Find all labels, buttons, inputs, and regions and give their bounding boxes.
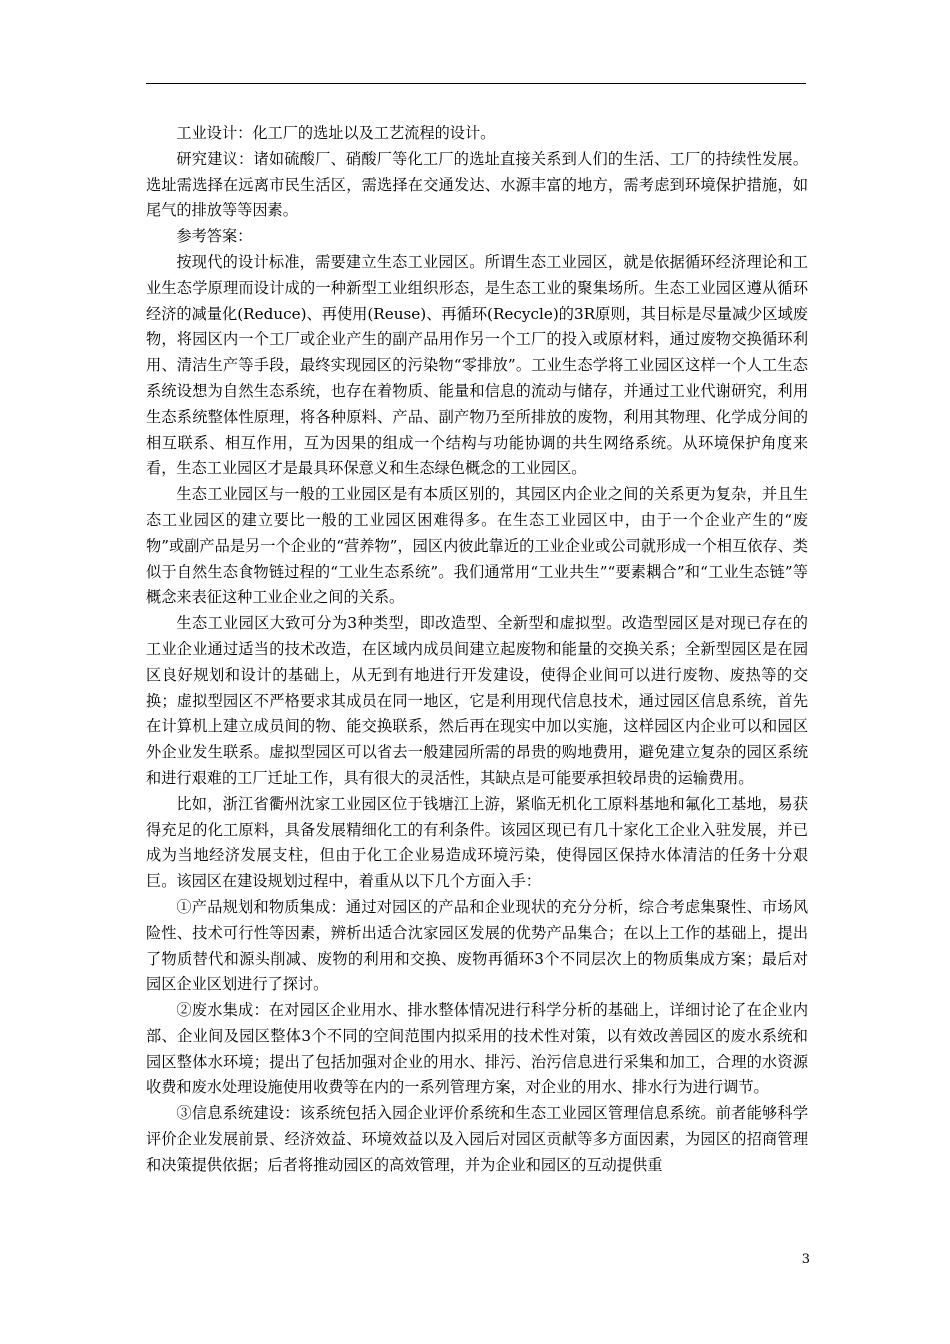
- paragraph-eco-park-types: 生态工业园区大致可分为3种类型，即改造型、全新型和虚拟型。改造型园区是对现已存在的工业企业通过适当的技术改造，在区域内成员间建立起废物和能量的交换关系；全新型园区是在园区良好规划和设计的基础上，从无到有地进行开发建设，使得企业间可以进行废物、废热等的交换；虚拟型园区不严格要求其成员在同一地区，它是利用现代信息技术，通过园区信息系统，首先在计算机上建立成员间的物、能交换联系，然后再在现实中加以实施，这样园区内企业可以和园区外企业发生联系。虚拟型园区可以省去一般建园所需的昂贵的购地费用，避免建立复杂的园区系统和进行艰难的工厂迁址工作，具有很大的灵活性，其缺点是可能要承担较昂贵的运输费用。: [146, 614, 808, 787]
- paragraph-research-suggestion: 研究建议：诸如硫酸厂、硝酸厂等化工厂的选址直接关系到人们的生活、工厂的持续性发展。选址需选择在远离市民生活区，需选择在交通发达、水源丰富的地方，需考虑到环境保护措施，如尾气的排放等等因素。: [146, 149, 808, 220]
- paragraph-eco-park-difference: 生态工业园区与一般的工业园区是有本质区别的，其园区内企业之间的关系更为复杂，并且生态工业园区的建立要比一般的工业园区困难得多。在生态工业园区中，由于一个企业产生的“废物”或副产品是另一个企业的“营养物”，园区内彼此靠近的工业企业或公司就形成一个相互依存、类似于自然生态食物链过程的“工业生态系统”。我们通常用“工业共生”“要素耦合”和“工业生态链”等概念来表征这种工业企业之间的关系。: [146, 485, 808, 607]
- header-rule: [146, 83, 806, 84]
- paragraph-item-information-system: ③信息系统建设：该系统包括入园企业评价系统和生态工业园区管理信息系统。前者能够科学评价企业发展前景、经济效益、环境效益以及入园后对园区贡献等多方面因素，为园区的招商管理和决策提供依据；后者将推动园区的高效管理，并为企业和园区的互动提供重: [146, 1104, 808, 1174]
- paragraph-item-wastewater: ②废水集成：在对园区企业用水、排水整体情况进行科学分析的基础上，详细讨论了在企业内部、企业间及园区整体3个不同的空间范围内拟采用的技术性对策，以有效改善园区的废水系统和园区整体水环境；提出了包括加强对企业的用水、排污、治污信息进行采集和加工，合理的水资源收费和废水处理设施使用收费等在内的一系列管理方案，对企业的用水、排水行为进行调节。: [146, 1001, 808, 1097]
- paragraph-item-product-planning: ①产品规划和物质集成：通过对园区的产品和企业现状的充分分析，综合考虑集聚性、市场风险性、技术可行性等因素，辨析出适合沈家园区发展的优势产品集合；在以上工作的基础上，提出了物质替代和源头削减、废物的利用和交换、废物再循环3个不同层次上的物质集成方案；最后对园区企业区划进行了探讨。: [146, 897, 808, 994]
- paragraph-answer-heading: 参考答案：: [176, 227, 253, 246]
- document-body: [146, 121, 808, 1179]
- page-number: 3: [801, 1252, 810, 1267]
- paragraph-eco-park-definition: 按现代的设计标准，需要建立生态工业园区。所谓生态工业园区，就是依据循环经济理论和工业生态学原理而设计成的一种新型工业组织形态，是生态工业的聚集场所。生态工业园区遵从循环经济的减量化(Reduce)、再使用(Reuse)、再循环(Recycle)的3R原则，其目标是尽量减少区域废物，将园区内一个工厂或企业产生的副产品用作另一个工厂的投入或原材料，通过废物交换循环利用、清洁生产等手段，最终实现园区的污染物“零排放”。工业生态学将工业园区这样一个人工生态系统设想为自然生态系统，也存在着物质、能量和信息的流动与储存，并通过工业代谢研究，利用生态系统整体性原理，将各种原料、产品、副产物乃至所排放的废物，利用其物理、化学成分间的相互联系、相互作用，互为因果的组成一个结构与功能协调的共生网络系统。从环境保护角度来看，生态工业园区才是最具环保意义和生态绿色概念的工业园区。: [146, 252, 808, 478]
- paragraph-quzhou-example: 比如，浙江省衢州沈家工业园区位于钱塘江上游，紧临无机化工原料基地和氟化工基地，易获得充足的化工原料，具备发展精细化工的有利条件。该园区现已有几十家化工企业入驻发展，并已成为当地经济发展支柱，但由于化工企业易造成环境污染，使得园区保持水体清洁的任务十分艰巨。该园区在建设规划过程中，着重从以下几个方面入手：: [146, 794, 808, 891]
- paragraph-design-topic: 工业设计：化工厂的选址以及工艺流程的设计。: [176, 124, 496, 142]
